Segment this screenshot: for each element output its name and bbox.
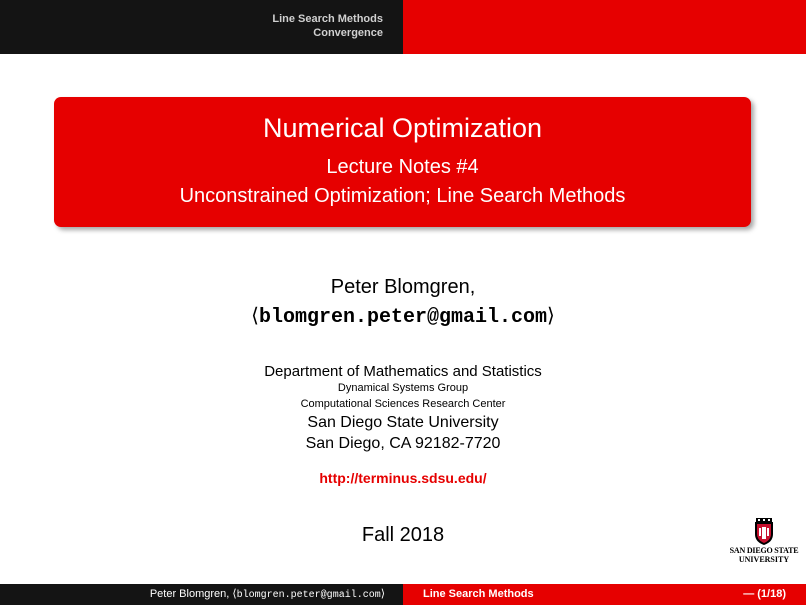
presentation-subtitle-2: Unconstrained Optimization; Line Search Methods [179,185,626,207]
nav-section-link[interactable]: Line Search Methods [272,13,383,25]
nav-subsection-link[interactable]: Convergence [313,27,383,39]
header-right-panel [403,0,806,54]
author-name: Peter Blomgren, [330,276,476,298]
logo-line-1: SAN DIEGO STATE [729,546,799,555]
research-center: Computational Sciences Research Center [300,398,506,410]
header-left-panel [0,0,403,54]
author-email-text: blomgren.peter@gmail.com [258,306,548,329]
sdsu-shield-icon [753,518,775,545]
title-block [54,97,751,227]
presentation-title: Numerical Optimization [262,113,543,143]
department: Department of Mathematics and Statistics [264,363,542,380]
research-group: Dynamical Systems Group [337,382,469,394]
logo-line-2: UNIVERSITY [738,555,790,564]
website-link[interactable]: http://terminus.sdsu.edu/ [319,470,487,486]
presentation-date: Fall 2018 [361,524,445,546]
header-bar [0,0,806,54]
author-email [0,302,806,331]
footer-angle-right: ⟩ [380,588,385,600]
sdsu-logo [723,518,805,566]
footer-author [0,584,403,605]
footer-topic[interactable]: Line Search Methods [423,588,534,600]
footer-angle-left: ⟨ [232,588,237,600]
page-number: — (1/18) [743,588,786,600]
university: San Diego State University [307,414,499,431]
angle-bracket-left: ⟨ [251,303,259,327]
footer-author-name: Peter Blomgren, [149,588,233,600]
footer-right-panel [403,584,806,605]
header-navigation [272,12,383,40]
angle-bracket-right: ⟩ [547,303,555,327]
presentation-subtitle: Lecture Notes #4 [326,156,479,178]
footer-bar [0,584,806,605]
city-address: San Diego, CA 92182-7720 [305,435,501,452]
footer-email: blomgren.peter@gmail.com [236,590,381,601]
